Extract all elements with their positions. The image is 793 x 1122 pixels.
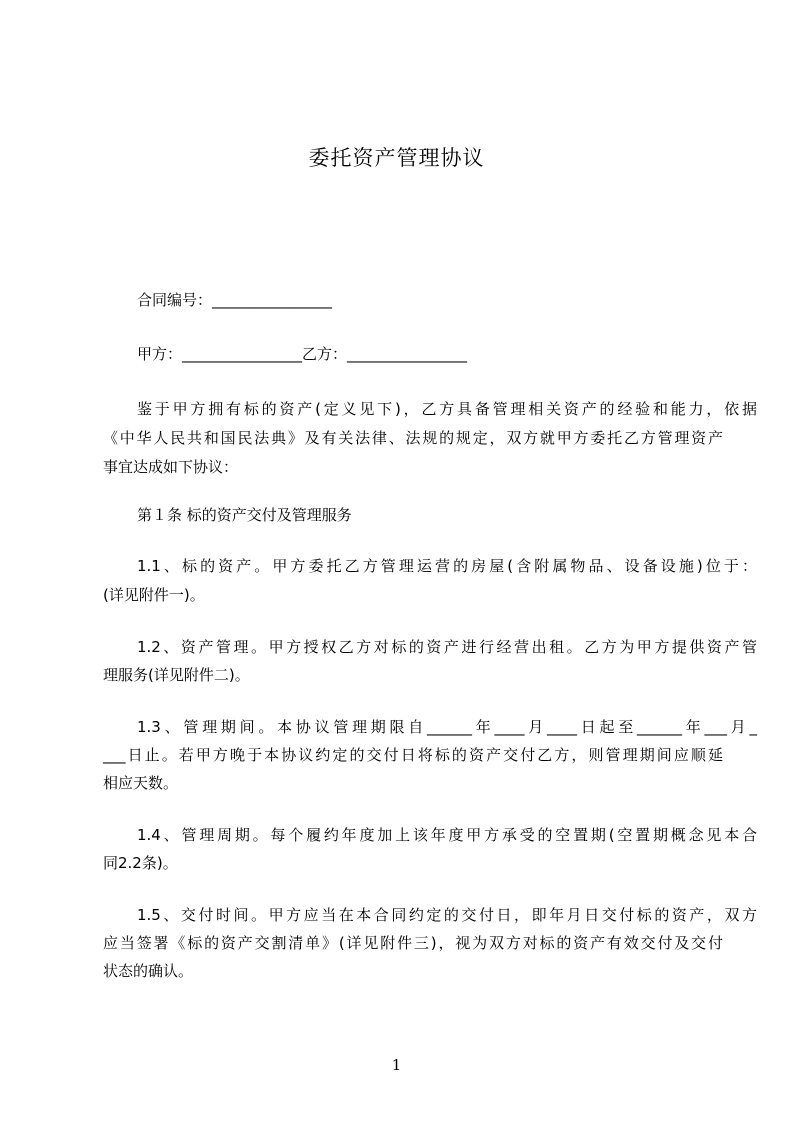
- preamble-line-3: 事宜达成如下协议：: [103, 458, 239, 476]
- clause-1-4-line-2: 同2.2条)。: [103, 854, 178, 872]
- clause-1-3-line-1: 1.3、管理期间。本协议管理期限自______年____月____日起至______年___月_: [137, 718, 757, 736]
- clause-1-2-line-2: 理服务(详见附件二)。: [103, 666, 250, 684]
- page-number: 1: [391, 1056, 402, 1074]
- clause-1-5-line-2: 应当签署《标的资产交割清单》(详见附件三)，视为双方对标的资产有效交付及交付: [103, 934, 723, 952]
- parties-line: 甲方：________________乙方：________________: [137, 345, 468, 363]
- preamble-line-2: 《中华人民共和国民法典》及有关法律、法规的规定，双方就甲方委托乙方管理资产: [103, 429, 723, 447]
- preamble-line-1: 鉴于甲方拥有标的资产(定义见下)，乙方具备管理相关资产的经验和能力，依据: [137, 400, 757, 418]
- clause-1-4-line-1: 1.4、管理周期。每个履约年度加上该年度甲方承受的空置期(空置期概念见本合: [137, 826, 757, 844]
- clause-1-5-line-3: 状态的确认。: [103, 962, 194, 980]
- article-1-heading: 第１条 标的资产交付及管理服务: [137, 506, 352, 524]
- clause-1-3-line-2: ___日止。若甲方晚于本协议约定的交付日将标的资产交付乙方，则管理期间应顺延: [103, 746, 723, 764]
- clause-1-1-line-2: (详见附件一)。: [103, 586, 205, 604]
- clause-1-1-line-1: 1.1、标的资产。甲方委托乙方管理运营的房屋(含附属物品、设备设施)位于：: [137, 557, 757, 575]
- clause-1-5-line-1: 1.5、交付时间。甲方应当在本合同约定的交付日，即年月日交付标的资产，双方: [137, 906, 757, 924]
- contract-number-line: 合同编号：________________: [137, 291, 333, 309]
- clause-1-2-line-1: 1.2、资产管理。甲方授权乙方对标的资产进行经营出租。乙方为甲方提供资产管: [137, 638, 757, 656]
- clause-1-3-line-3: 相应天数。: [103, 774, 179, 792]
- document-title: 委托资产管理协议: [308, 146, 485, 170]
